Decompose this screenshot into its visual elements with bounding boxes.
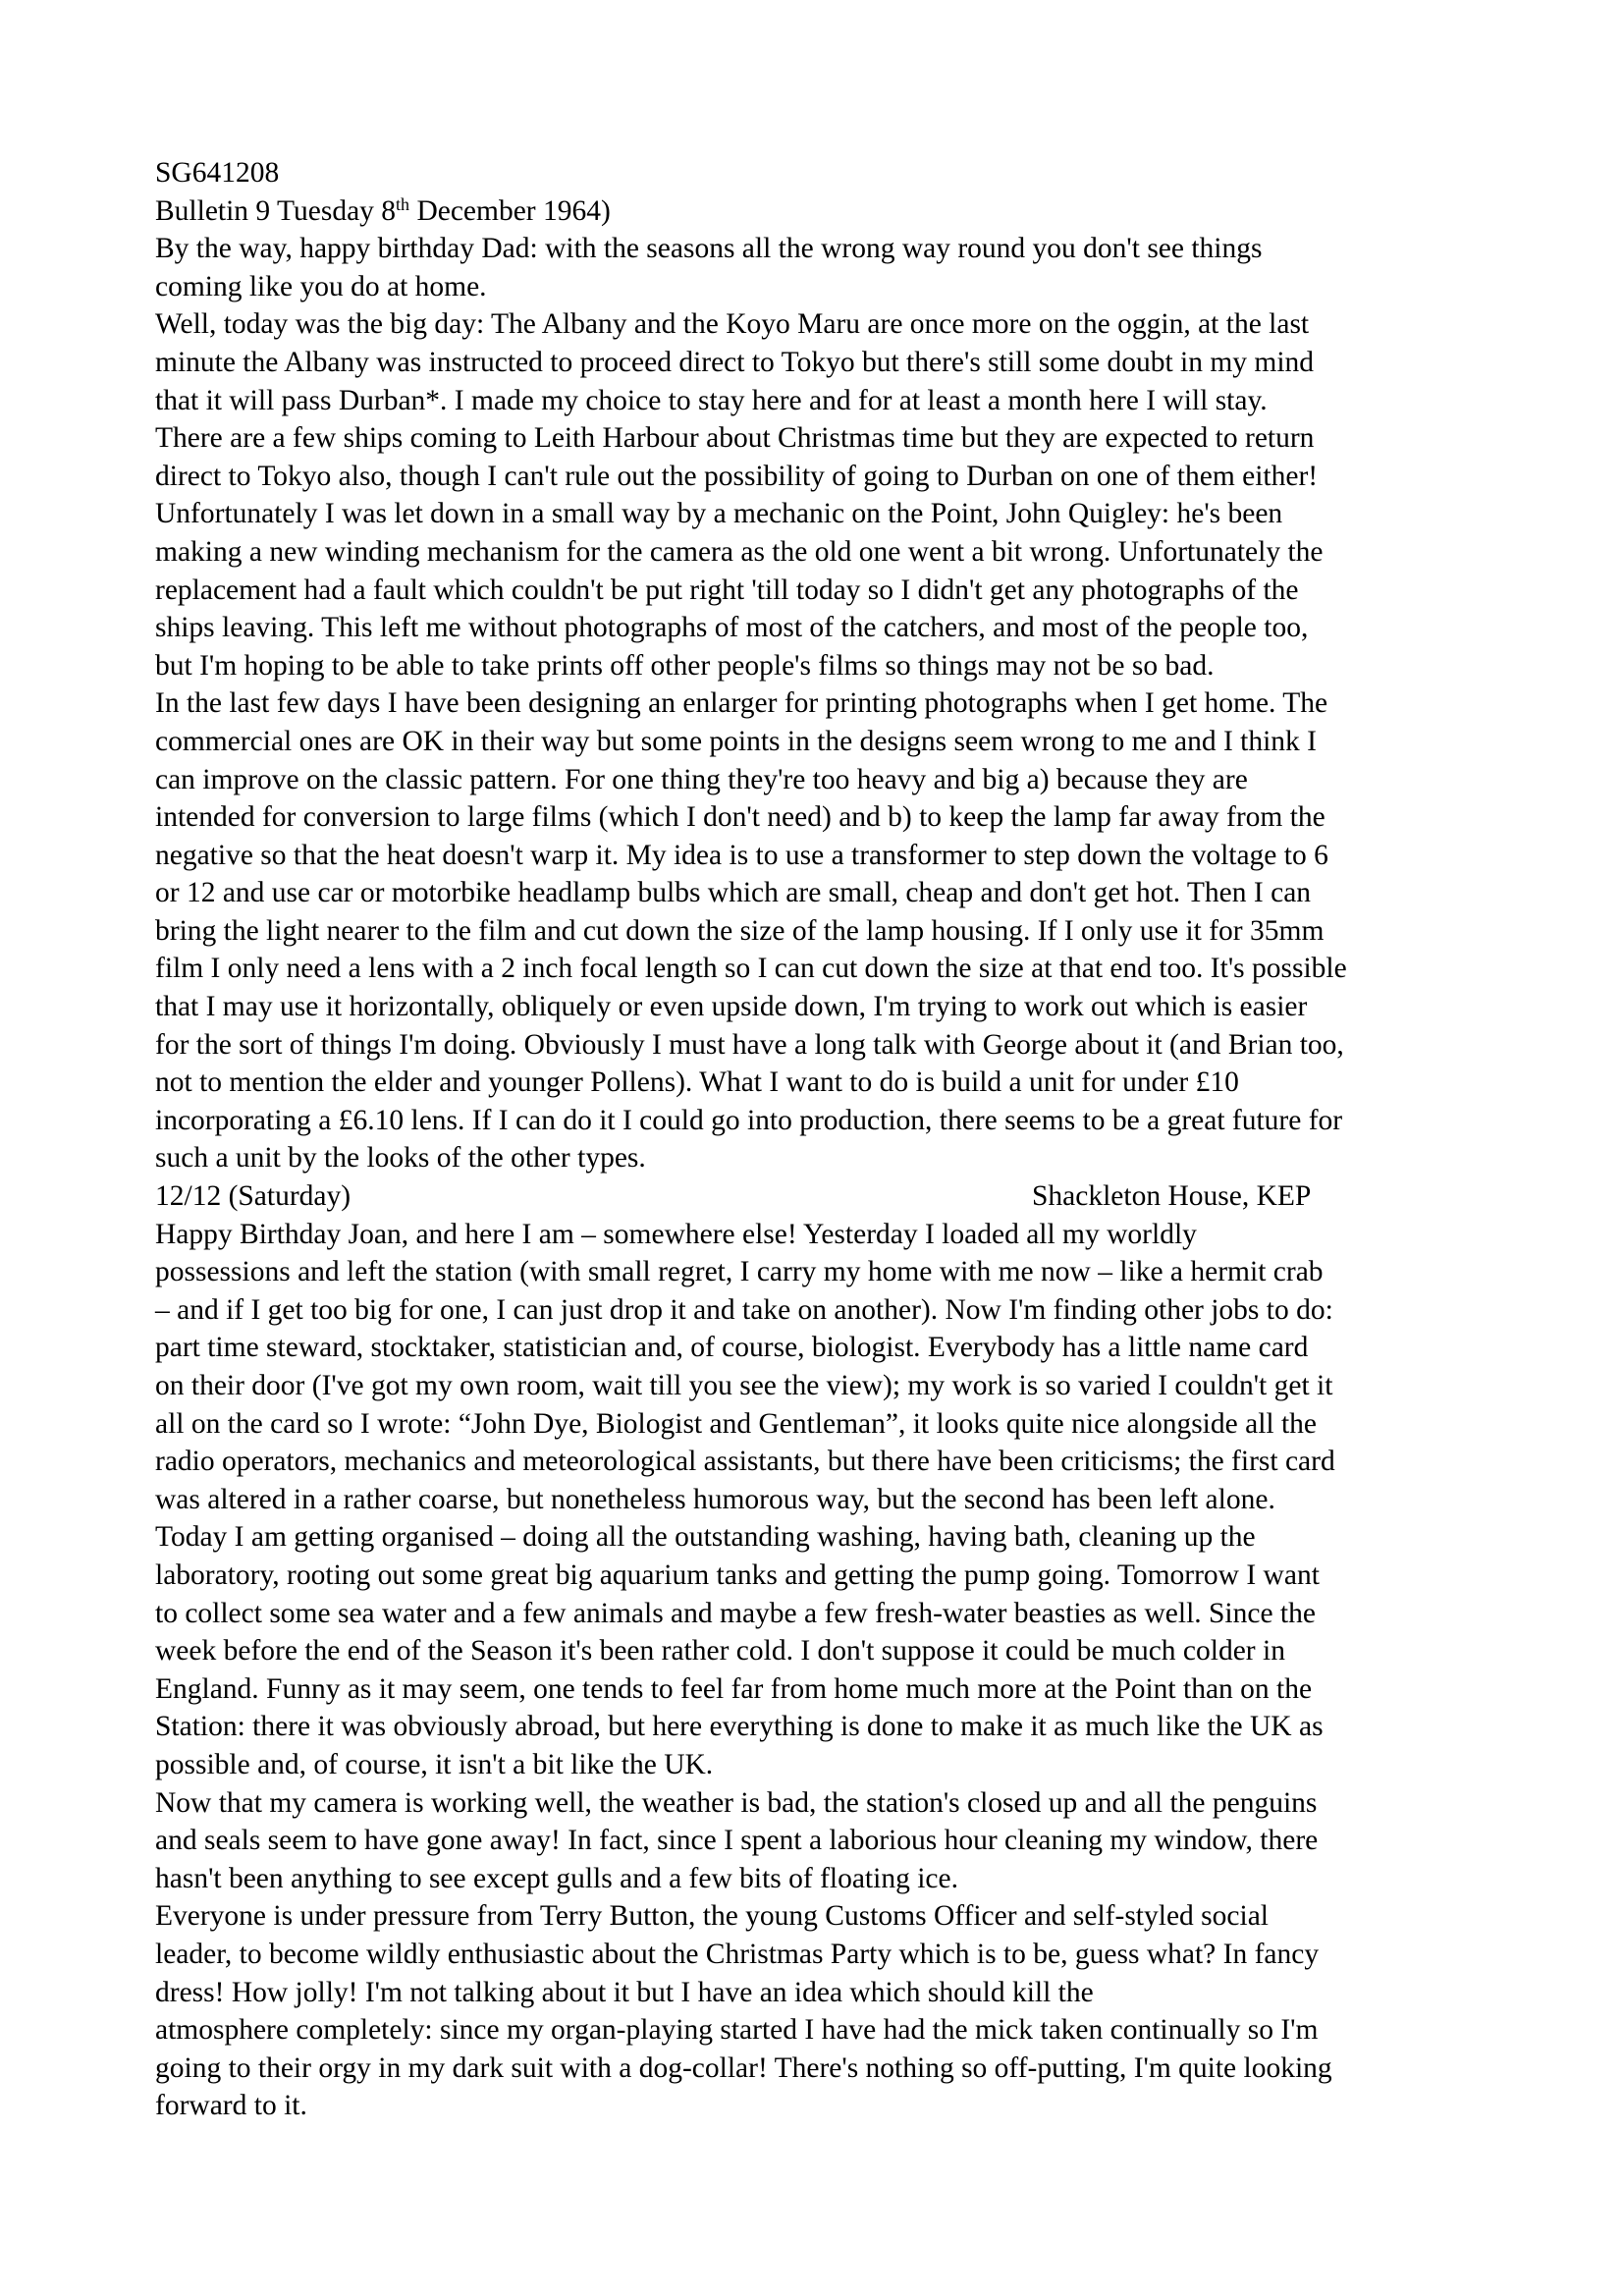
text-line: bring the light nearer to the film and cut down the size of the lamp housing. If I only use it for 35mm (155, 914, 1325, 947)
entry-two-body (155, 1216, 1488, 2125)
text-line: going to their orgy in my dark suit with a dog-collar! There's nothing so off-putting, I'm quite looking (155, 2051, 1332, 2084)
text-line: Station: there it was obviously abroad, but here everything is done to make it as much like the UK as (155, 1711, 1324, 1743)
text-line: Happy Birthday Joan, and here I am – somewhere else! Yesterday I loaded all my worldly (155, 1218, 1197, 1250)
text-line: incorporating a £6.10 lens. If I can do it I could go into production, there seems to be a great future for (155, 1104, 1343, 1136)
text-line: that it will pass Durban*. I made my choice to stay here and for at least a month here I will stay. (155, 384, 1268, 416)
text-line: In the last few days I have been designing an enlarger for printing photographs when I get home. The (155, 687, 1328, 720)
text-line: atmosphere completely: since my organ-playing started I have had the mick taken continually so I'm (155, 2014, 1319, 2047)
entry-two-place: Shackleton House, KEP (1032, 1180, 1312, 1213)
text-line: such a unit by the looks of the other types. (155, 1142, 646, 1175)
text-line: minute the Albany was instructed to proceed direct to Tokyo but there's still some doubt in my mind (155, 346, 1315, 378)
text-line: making a new winding mechanism for the camera as the old one went a bit wrong. Unfortunately the (155, 535, 1324, 568)
text-line: negative so that the heat doesn't warp it. My idea is to use a transformer to step down the voltage to 6 (155, 839, 1328, 871)
text-line: possible and, of course, it isn't a bit like the UK. (155, 1748, 714, 1780)
text-line: film I only need a lens with a 2 inch focal length so I can cut down the size at that end too. It's possible (155, 953, 1347, 985)
text-line: By the way, happy birthday Dad: with the seasons all the wrong way round you don't see things (155, 233, 1263, 265)
text-line: to collect some sea water and a few animals and maybe a few fresh-water beasties as well. Since the (155, 1597, 1316, 1629)
text-line: England. Funny as it may seem, one tends to feel far from home much more at the Point than on the (155, 1672, 1313, 1705)
text-line: hasn't been anything to see except gulls and a few bits of floating ice. (155, 1862, 958, 1894)
entry-two-heading (155, 1177, 1488, 1216)
text-line: There are a few ships coming to Leith Harbour about Christmas time but they are expected to return (155, 422, 1315, 455)
text-line: replacement had a fault which couldn't be put right 'till today so I didn't get any photographs of the (155, 574, 1299, 606)
text-line: laboratory, rooting out some great big aquarium tanks and getting the pump going. Tomorrow I want (155, 1558, 1320, 1591)
text-line: not to mention the elder and younger Pollens). What I want to do is build a unit for under £10 (155, 1066, 1239, 1099)
text-line: can improve on the classic pattern. For one thing they're too heavy and big a) because they are (155, 763, 1248, 795)
text-line: – and if I get too big for one, I can just drop it and take on another). Now I'm finding other jobs to do: (155, 1293, 1333, 1326)
text-line: Today I am getting organised – doing all the outstanding washing, having bath, cleaning up the (155, 1521, 1256, 1554)
text-line: commercial ones are OK in their way but some points in the designs seem wrong to me and I think I (155, 725, 1318, 757)
text-line: that I may use it horizontally, obliquely or even upside down, I'm trying to work out which is easier (155, 991, 1308, 1023)
text-line: direct to Tokyo also, though I can't rule out the possibility of going to Durban on one of them either! (155, 460, 1319, 492)
entry-two-date: 12/12 (Saturday) (155, 1180, 352, 1213)
text-line: coming like you do at home. (155, 270, 487, 302)
text-line: intended for conversion to large films (which I don't need) and b) to keep the lamp far away from the (155, 801, 1325, 834)
document-page (155, 154, 1488, 2125)
bulletin-heading-suffix: December 1964) (409, 194, 611, 227)
bulletin-heading-superscript: th (396, 193, 410, 214)
text-line: part time steward, stocktaker, statistician and, of course, biologist. Everybody has a little name card (155, 1332, 1309, 1364)
text-line: all on the card so I wrote: “John Dye, Biologist and Gentleman”, it looks quite nice alongside all the (155, 1407, 1317, 1440)
text-line: forward to it. (155, 2090, 307, 2122)
text-line: leader, to become wildly enthusiastic about the Christmas Party which is to be, guess what? In fancy (155, 1938, 1320, 1970)
text-line: ships leaving. This left me without photographs of most of the catchers, and most of the people too, (155, 612, 1309, 644)
text-line: and seals seem to have gone away! In fact, since I spent a laborious hour cleaning my window, there (155, 1825, 1319, 1857)
text-line: Now that my camera is working well, the weather is bad, the station's closed up and all the penguins (155, 1786, 1318, 1819)
text-line: Unfortunately I was let down in a small way by a mechanic on the Point, John Quigley: he's been (155, 498, 1283, 530)
document-reference: SG641208 (155, 157, 280, 189)
text-line: possessions and left the station (with small regret, I carry my home with me now – like a hermit crab (155, 1256, 1324, 1288)
text-line: but I'm hoping to be able to take prints off other people's films so things may not be so bad. (155, 649, 1215, 682)
text-line: week before the end of the Season it's been rather cold. I don't suppose it could be much colder in (155, 1635, 1285, 1667)
text-line: was altered in a rather coarse, but nonetheless humorous way, but the second has been left alone. (155, 1483, 1275, 1515)
text-line: for the sort of things I'm doing. Obviously I must have a long talk with George about it (and Brian too, (155, 1028, 1344, 1061)
entry-one-body (155, 230, 1488, 1177)
text-line: on their door (I've got my own room, wait till you see the view); my work is so varied I couldn't get it (155, 1370, 1333, 1401)
text-line: Everyone is under pressure from Terry Button, the young Customs Officer and self-styled social (155, 1900, 1269, 1933)
text-line: Well, today was the big day: The Albany and the Koyo Maru are once more on the oggin, at the last (155, 308, 1310, 341)
bulletin-heading-prefix: Bulletin 9 Tuesday 8 (155, 194, 397, 227)
text-line: dress! How jolly! I'm not talking about it but I have an idea which should kill the (155, 1976, 1094, 2008)
text-line: or 12 and use car or motorbike headlamp bulbs which are small, cheap and don't get hot. Then I can (155, 877, 1312, 909)
text-line: radio operators, mechanics and meteorological assistants, but there have been criticisms; the first card (155, 1446, 1335, 1478)
bulletin-heading (155, 192, 1488, 231)
